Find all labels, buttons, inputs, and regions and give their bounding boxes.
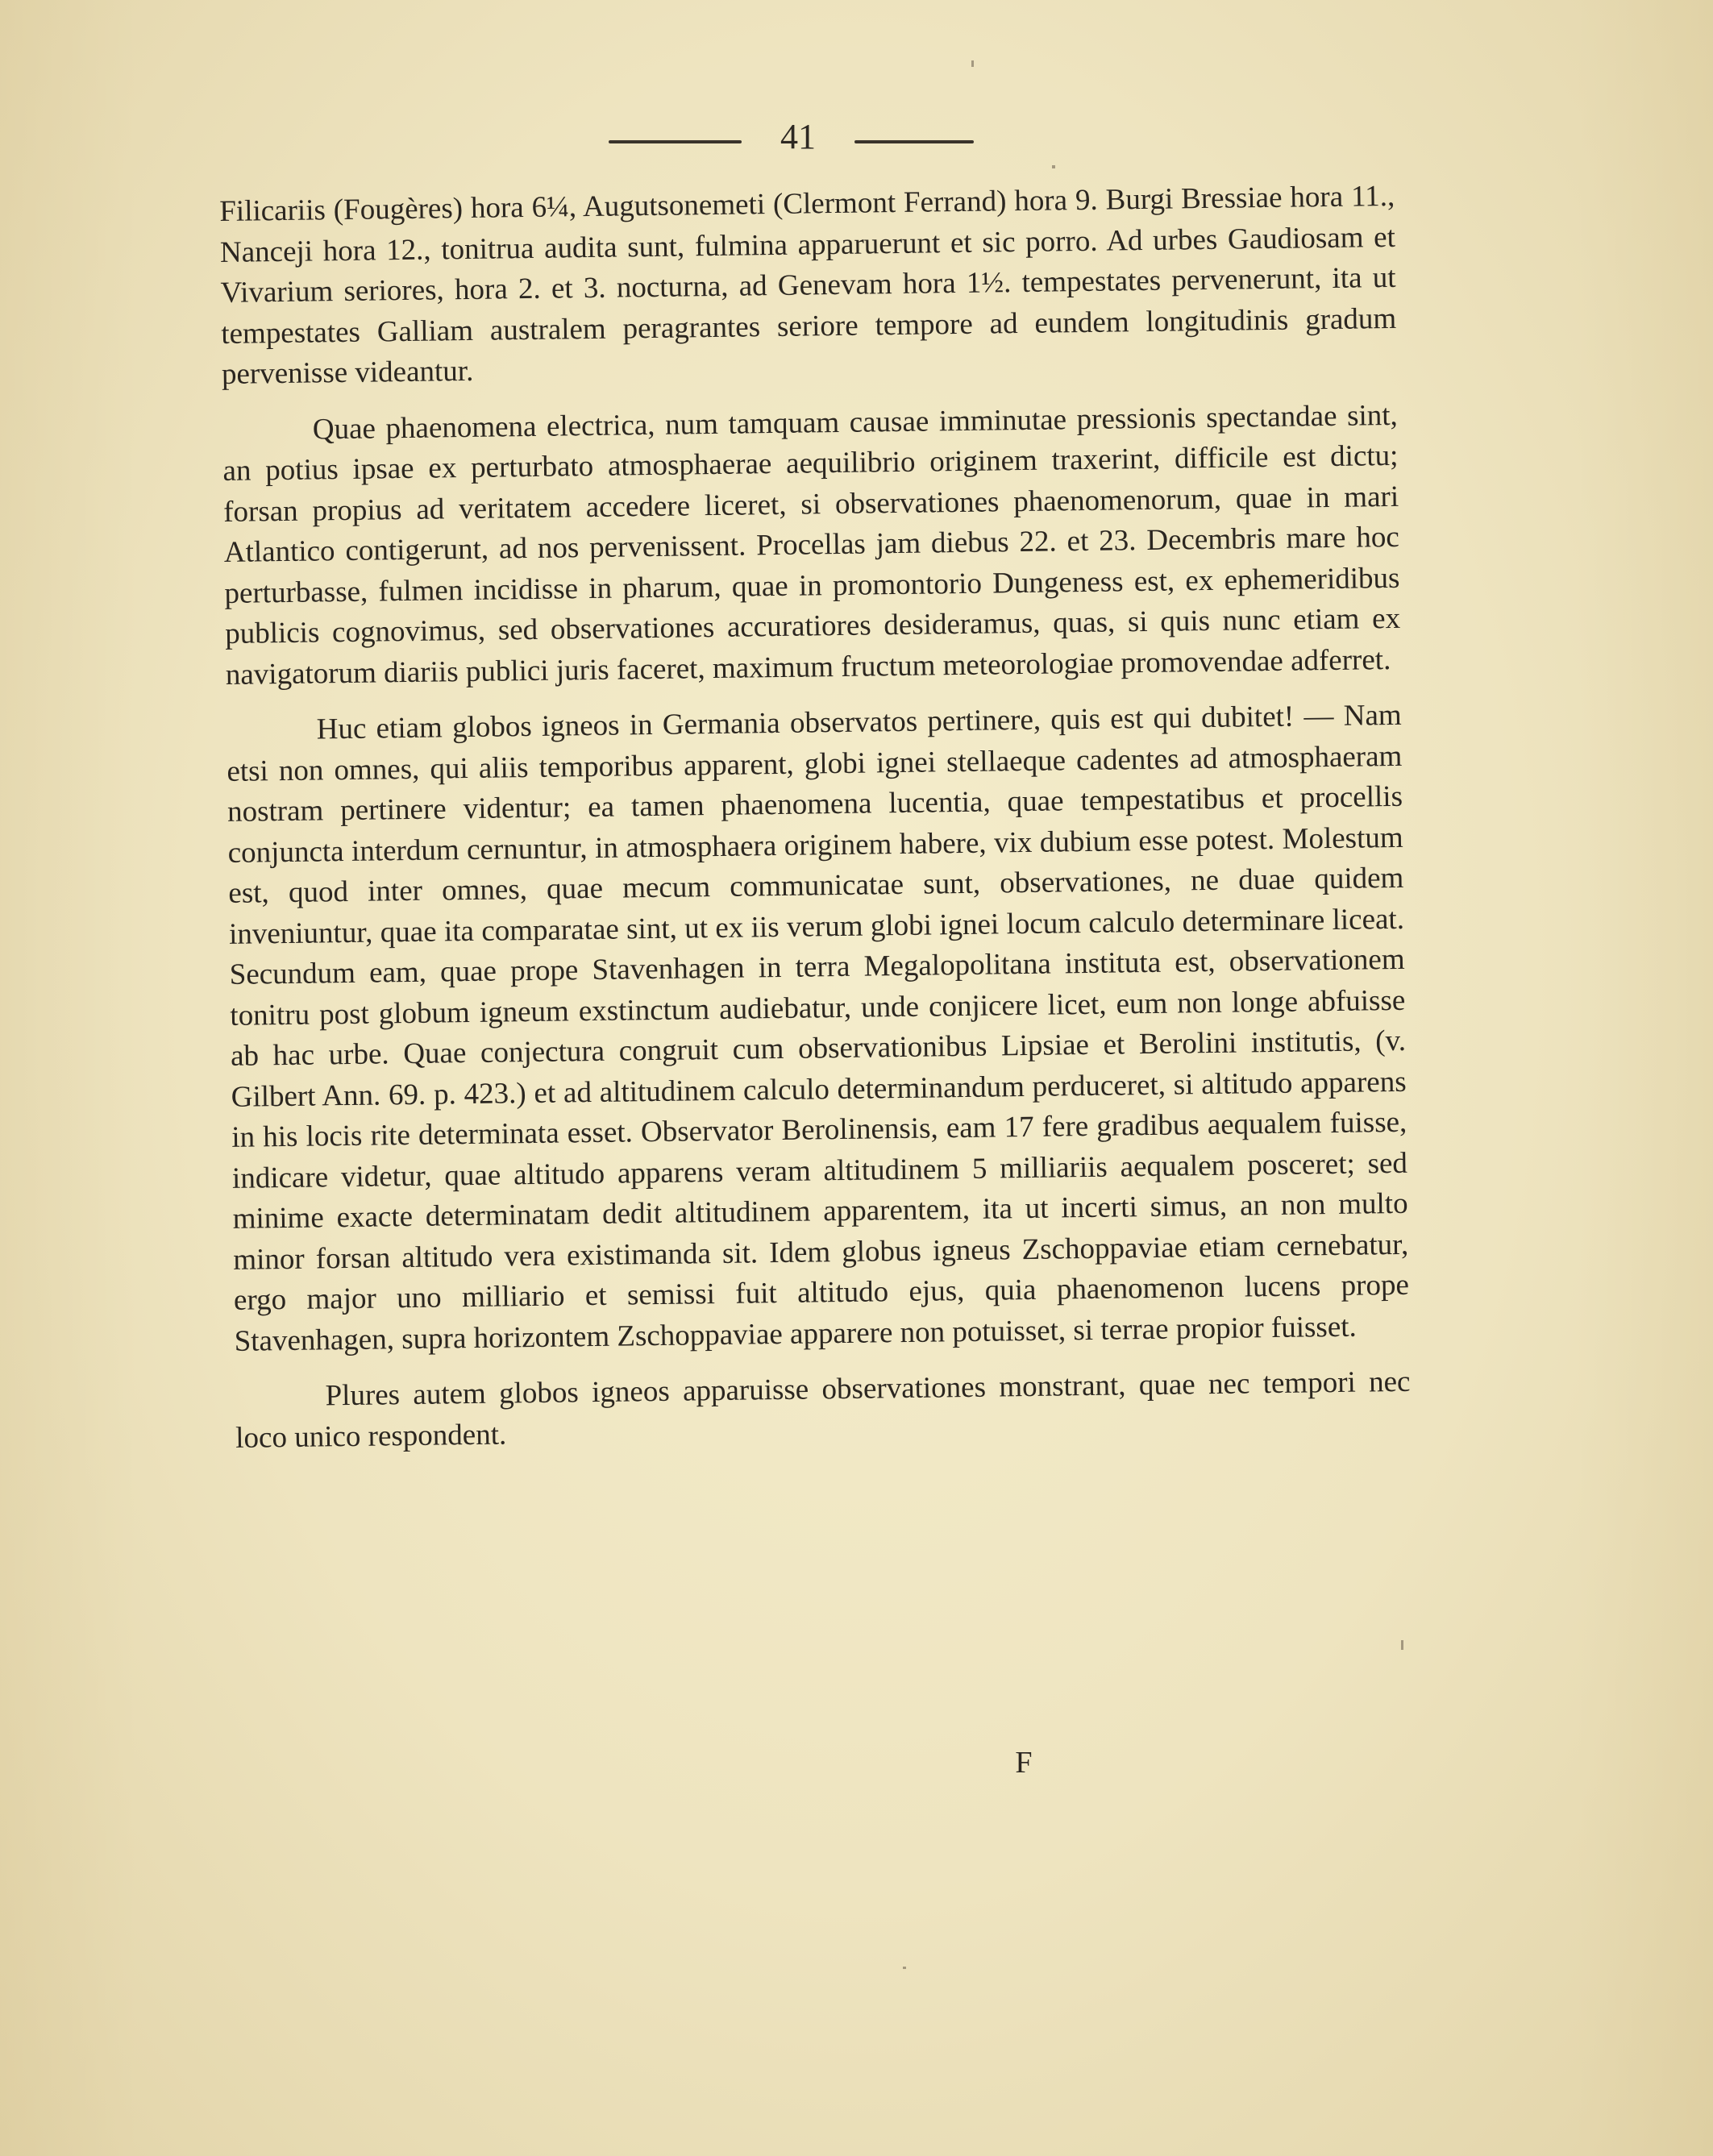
ink-speck <box>1052 165 1055 168</box>
paragraph-1: Filicariis (Fougères) hora 6¼, Augutsonemeti (Clermont Ferrand) hora 9. Burgi Bressiae hora 11., Nanceji hora 12., tonitrua audita sunt, fulmina apparuerunt et sic porro. Ad urbes Gaudiosam et Vivarium seriores, hora 2. et 3. nocturna, ad Genevam hora 1½. tempestates pervenerunt, ita ut tempestates Galliam australem peragrantes seriore tempore ad eundem longitudinis gradum pervenisse videantur. <box>219 179 1397 391</box>
ink-speck <box>903 1967 906 1969</box>
page-header <box>0 113 1713 161</box>
header-rule-left <box>609 140 742 143</box>
paragraph-4: Plures autem globos igneos apparuisse observationes monstrant, quae nec tempori nec loco unico respondent. <box>235 1365 1411 1455</box>
body-text <box>219 177 1412 1474</box>
paragraph-3: Huc etiam globos igneos in Germania observatos pertinere, quis est qui dubitet! — Nam etsi non omnes, qui aliis temporibus apparent, globi ignei stellaeque cadentes ad atmosphaeram nostram pertinere videntur; ea tamen phaenomena lucentia, quae tempestatibus et procellis conjuncta interdum cernuntur, in atmosphaera originem habere, vix dubium esse potest. Molestum est, quod inter omnes, quae mecum communicatae sunt, observationes, ne duae quidem inveniuntur, quae ita comparatae sint, ut ex iis verum globi ignei locum calculo determinare liceat. Secundum eam, quae prope Stavenhagen in terra Megalopolitana instituta est, observationem tonitru post globum igneum exstinctum audiebatur, unde conjicere licet, eum non longe abfuisse ab hac urbe. Quae conjectura congruit cum observationibus Lipsiae et Berolini institutis, (v. Gilbert Ann. 69. p. 423.) et ad altitudinem calculo determinandum perduceret, si altitudo apparens in his locis rite determinata esset. Observator Berolinensis, eam 17 fere gradibus aequalem fuisse, indicare videtur, quae altitudo apparens veram altitudinem 5 milliariis aequalem posceret; sed minime exacte determinatam dedit altitudinem apparentem, ita ut incerti simus, an non multo minor forsan altitudo vera existimanda sit. Idem globus igneus Zschoppaviae etiam cernebatur, ergo major uno milliario et semissi fuit altitudo ejus, quia phaenomenon lucens prope Stavenhagen, supra horizontem Zschoppaviae apparere non potuisset, si terrae propior fuisset. <box>227 698 1410 1358</box>
ink-speck <box>1401 1640 1403 1650</box>
header-rule-right <box>854 140 974 143</box>
ink-speck <box>971 60 974 67</box>
page-number: 41 <box>780 117 816 156</box>
paragraph-2: Quae phaenomena electrica, num tamquam causae imminutae pressionis spectandae sint, an potius ipsae ex perturbato atmosphaerae aequilibrio originem traxerint, difficile est dictu; forsan propius ad veritatem accedere liceret, si observationes phaenomenorum, quae in mari Atlantico contigerunt, ad nos pervenissent. Procellas jam diebus 22. et 23. Decembris mare hoc perturbasse, fulmen incidisse in pharum, quae in promontorio Dungeness est, ex ephemeridibus publicis cognovimus, sed observationes accuratiores desideramus, quas, si quis nunc etiam ex navigatorum diariis publici juris faceret, maximum fructum meteorologiae promovendae adferret. <box>222 398 1401 692</box>
signature-mark: F <box>1015 1746 1033 1780</box>
